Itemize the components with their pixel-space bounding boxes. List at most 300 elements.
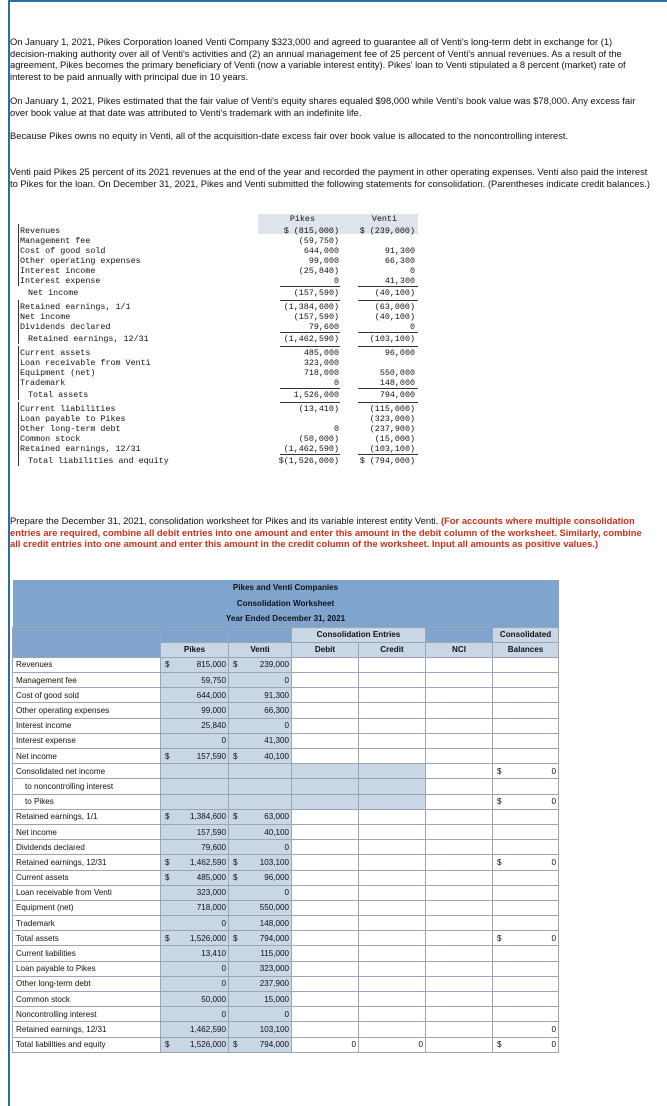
statement-rule <box>358 332 418 333</box>
pikes-amount: 1,462,590 <box>175 855 229 870</box>
consolidated-dollar-sign <box>493 885 509 900</box>
statement-pikes-value: (157,590) <box>293 312 339 322</box>
pikes-dollar-sign <box>161 733 175 748</box>
consolidated-balance-input[interactable] <box>509 916 559 931</box>
statement-venti-value: $ (239,000) <box>359 226 415 236</box>
statement-rule <box>358 286 418 287</box>
statement-rule <box>358 388 418 389</box>
venti-amount: 323,000 <box>243 961 292 976</box>
statement-label: Interest expense <box>20 276 101 286</box>
debit-input[interactable] <box>292 703 359 718</box>
pikes-dollar-sign: $ <box>161 855 175 870</box>
consolidated-balance-input[interactable] <box>509 840 559 855</box>
nci-input[interactable] <box>426 1007 493 1022</box>
header-consolidation-entries: Consolidation Entries <box>292 627 426 642</box>
nci-input[interactable] <box>426 703 493 718</box>
consolidated-balance-input[interactable] <box>509 946 559 961</box>
row-label: Equipment (net) <box>13 900 161 915</box>
statement-pikes-value: $(1,526,000) <box>278 456 339 466</box>
statement-row <box>18 368 419 378</box>
consolidated-balance-input[interactable]: 0 <box>509 794 559 809</box>
pikes-dollar-sign <box>161 900 175 915</box>
consolidated-balance-input[interactable]: 0 <box>509 1037 559 1052</box>
worksheet-title-period: Year Ended December 31, 2021 <box>13 611 559 627</box>
nci-input[interactable] <box>426 961 493 976</box>
credit-input[interactable] <box>359 976 426 991</box>
pikes-dollar-sign <box>161 961 175 976</box>
pikes-dollar-sign <box>161 976 175 991</box>
statement-label: Retained earnings, 12/31 <box>20 444 141 454</box>
venti-amount: 41,300 <box>243 733 292 748</box>
statement-venti-value: 794,000 <box>379 390 415 400</box>
venti-amount: 550,000 <box>243 900 292 915</box>
pikes-dollar-sign: $ <box>161 657 175 672</box>
statement-row <box>18 358 419 368</box>
consolidated-dollar-sign <box>493 688 509 703</box>
statement-row <box>18 348 419 358</box>
venti-amount: 794,000 <box>243 931 292 946</box>
worksheet-row <box>13 870 559 885</box>
worksheet-row <box>13 1007 559 1022</box>
nci-input[interactable] <box>426 855 493 870</box>
debit-input[interactable] <box>292 688 359 703</box>
consolidated-balance-input[interactable] <box>509 992 559 1007</box>
statement-pikes-value: 0 <box>333 378 339 388</box>
credit-input[interactable]: 0 <box>359 1037 426 1052</box>
nci-input[interactable] <box>426 931 493 946</box>
nci-input[interactable] <box>426 718 493 733</box>
consolidated-dollar-sign <box>493 992 509 1007</box>
nci-input[interactable] <box>426 673 493 688</box>
venti-amount <box>243 779 292 794</box>
credit-input[interactable] <box>359 931 426 946</box>
consolidated-balance-input[interactable]: 0 <box>509 931 559 946</box>
row-label: Noncontrolling interest <box>13 1007 161 1022</box>
nci-input[interactable] <box>426 779 493 794</box>
credit-input[interactable] <box>359 900 426 915</box>
nci-input[interactable] <box>426 885 493 900</box>
consolidated-dollar-sign <box>493 976 509 991</box>
statements-col-venti: Venti <box>371 214 397 224</box>
statement-row <box>18 404 419 414</box>
consolidated-dollar-sign <box>493 733 509 748</box>
statement-pikes-value: (25,840) <box>298 266 339 276</box>
nci-input[interactable] <box>426 688 493 703</box>
venti-amount: 148,000 <box>243 916 292 931</box>
venti-dollar-sign <box>229 992 243 1007</box>
venti-amount: 103,100 <box>243 1022 292 1037</box>
nci-input[interactable] <box>426 657 493 672</box>
statement-row <box>18 334 419 344</box>
statement-row <box>18 390 419 400</box>
statement-venti-value: 91,300 <box>384 246 415 256</box>
consolidated-balance-input[interactable] <box>509 733 559 748</box>
debit-input[interactable] <box>292 870 359 885</box>
venti-amount: 40,100 <box>243 824 292 839</box>
statement-venti-value: $ (794,000) <box>359 456 415 466</box>
consolidated-balance-input[interactable] <box>509 809 559 824</box>
statement-venti-value: (40,100) <box>374 288 415 298</box>
credit-input[interactable] <box>359 885 426 900</box>
venti-dollar-sign <box>229 916 243 931</box>
pikes-dollar-sign <box>161 992 175 1007</box>
worksheet-row <box>13 809 559 824</box>
venti-dollar-sign: $ <box>229 809 243 824</box>
statement-pikes-value: (1,384,600) <box>283 302 339 312</box>
row-label: to Pikes <box>13 794 161 809</box>
intro-paragraph-3: Because Pikes owns no equity in Venti, all of the acquisition-date excess fair over book value is allocated to the noncontrolling interest. <box>10 130 569 141</box>
venti-amount: 63,000 <box>243 809 292 824</box>
row-label: Interest expense <box>13 733 161 748</box>
instruction-bold: (For accounts where multiple consolidation entries are required, combine all debit entries into one amount and enter this amount in the debit column of the worksheet. Similarly, combine all credit entries into one amount and enter this amount in the credit column of the worksheet. Input all amounts as positive values.) <box>10 515 642 550</box>
debit-input[interactable] <box>292 931 359 946</box>
nci-input[interactable] <box>426 916 493 931</box>
pikes-amount: 157,590 <box>175 824 229 839</box>
debit-input[interactable] <box>292 809 359 824</box>
debit-input[interactable]: 0 <box>292 1037 359 1052</box>
nci-input[interactable] <box>426 794 493 809</box>
intro-paragraph-2: On January 1, 2021, Pikes estimated that the fair value of Venti's equity shares equaled $98,000 while Venti's book value was $78,000. Any excess fair over book value at that date was attributed to Venti's trademark with an indefinite life. <box>10 95 636 118</box>
debit-input[interactable] <box>292 749 359 764</box>
statement-label: Equipment (net) <box>20 368 96 378</box>
consolidated-balance-input[interactable] <box>509 1007 559 1022</box>
statement-rule <box>280 454 340 455</box>
venti-amount: 66,300 <box>243 703 292 718</box>
debit-input[interactable] <box>292 992 359 1007</box>
statement-label: Total assets <box>28 390 89 400</box>
statement-pikes-value: (50,000) <box>298 434 339 444</box>
venti-dollar-sign <box>229 688 243 703</box>
consolidated-balance-input[interactable] <box>509 824 559 839</box>
nci-input[interactable] <box>426 840 493 855</box>
consolidated-balance-input[interactable]: 0 <box>509 855 559 870</box>
statement-label: Loan payable to Pikes <box>20 414 126 424</box>
debit-input[interactable] <box>292 885 359 900</box>
instruction-text <box>10 515 650 550</box>
statement-pikes-value: 485,000 <box>303 348 339 358</box>
pikes-amount: 1,526,000 <box>175 931 229 946</box>
consolidated-dollar-sign <box>493 809 509 824</box>
consolidated-balance-input[interactable]: 0 <box>509 1022 559 1037</box>
pikes-amount: 13,410 <box>175 946 229 961</box>
statement-venti-value: 550,000 <box>379 368 415 378</box>
debit-input[interactable] <box>292 733 359 748</box>
venti-dollar-sign <box>229 976 243 991</box>
venti-dollar-sign <box>229 779 243 794</box>
credit-input[interactable] <box>359 673 426 688</box>
worksheet-row <box>13 885 559 900</box>
debit-input[interactable] <box>292 840 359 855</box>
debit-input[interactable] <box>292 855 359 870</box>
pikes-dollar-sign <box>161 673 175 688</box>
statements-col-pikes: Pikes <box>289 214 315 224</box>
venti-amount: 0 <box>243 840 292 855</box>
worksheet-row <box>13 961 559 976</box>
debit-input[interactable] <box>292 824 359 839</box>
debit-input[interactable] <box>292 976 359 991</box>
statement-venti-value: 41,300 <box>384 276 415 286</box>
statement-pikes-value: 718,000 <box>303 368 339 378</box>
venti-amount: 237,900 <box>243 976 292 991</box>
pikes-amount: 815,000 <box>175 657 229 672</box>
statement-pikes-value: (1,462,590) <box>283 444 339 454</box>
worksheet-row <box>13 916 559 931</box>
consolidated-balance-input[interactable] <box>509 703 559 718</box>
venti-dollar-sign <box>229 900 243 915</box>
nci-input[interactable] <box>426 733 493 748</box>
worksheet-row <box>13 673 559 688</box>
statement-label: Retained earnings, 1/1 <box>20 302 131 312</box>
credit-input[interactable] <box>359 946 426 961</box>
statement-label: Interest income <box>20 266 96 276</box>
venti-dollar-sign <box>229 840 243 855</box>
row-label: Net income <box>13 824 161 839</box>
worksheet-row <box>13 779 559 794</box>
credit-input[interactable] <box>359 961 426 976</box>
consolidated-balance-input[interactable] <box>509 870 559 885</box>
row-label: Net income <box>13 749 161 764</box>
consolidated-balance-input[interactable] <box>509 718 559 733</box>
statement-row <box>18 322 419 332</box>
statement-rule <box>280 346 340 347</box>
statement-label: Total liabilities and equity <box>28 456 169 466</box>
debit-input[interactable] <box>292 1022 359 1037</box>
statement-bracket <box>18 300 19 344</box>
nci-input[interactable] <box>426 764 493 779</box>
statement-row <box>18 256 419 266</box>
credit-input[interactable] <box>359 1022 426 1037</box>
consolidated-dollar-sign <box>493 718 509 733</box>
debit-input[interactable] <box>292 961 359 976</box>
pikes-amount: 323,000 <box>175 885 229 900</box>
statement-venti-value: (15,000) <box>374 434 415 444</box>
credit-input[interactable] <box>359 688 426 703</box>
pikes-dollar-sign <box>161 688 175 703</box>
consolidated-balance-input[interactable] <box>509 673 559 688</box>
nci-input[interactable] <box>426 900 493 915</box>
statement-row <box>18 266 419 276</box>
pikes-amount: 644,000 <box>175 688 229 703</box>
statement-pikes-value: 644,000 <box>303 246 339 256</box>
consolidated-dollar-sign <box>493 961 509 976</box>
venti-amount: 0 <box>243 718 292 733</box>
row-label: Retained earnings, 12/31 <box>13 855 161 870</box>
worksheet-row <box>13 688 559 703</box>
pikes-dollar-sign <box>161 1007 175 1022</box>
statement-pikes-value: 99,000 <box>308 256 339 266</box>
credit-input[interactable] <box>359 992 426 1007</box>
venti-dollar-sign <box>229 824 243 839</box>
row-label: Dividends declared <box>13 840 161 855</box>
consolidated-dollar-sign <box>493 657 509 672</box>
debit-input[interactable] <box>292 657 359 672</box>
statement-pikes-value: (157,590) <box>293 288 339 298</box>
consolidated-balance-input[interactable] <box>509 749 559 764</box>
statement-label: Current assets <box>20 348 91 358</box>
venti-dollar-sign <box>229 703 243 718</box>
venti-amount: 239,000 <box>243 657 292 672</box>
statement-label: Current liabilities <box>20 404 116 414</box>
worksheet-row <box>13 840 559 855</box>
statement-venti-value: 0 <box>409 266 415 276</box>
debit-input[interactable] <box>292 946 359 961</box>
credit-input[interactable] <box>359 855 426 870</box>
debit-input[interactable] <box>292 900 359 915</box>
statement-venti-value: (323,000) <box>369 414 415 424</box>
statement-venti-value: (115,000) <box>369 404 415 414</box>
consolidated-dollar-sign <box>493 946 509 961</box>
venti-amount: 103,100 <box>243 855 292 870</box>
venti-dollar-sign: $ <box>229 931 243 946</box>
statement-venti-value: (63,000) <box>374 302 415 312</box>
debit-input[interactable] <box>292 916 359 931</box>
credit-input <box>359 794 426 809</box>
venti-amount: 40,100 <box>243 749 292 764</box>
statement-rule <box>280 300 340 301</box>
statement-pikes-value: 323,000 <box>303 358 339 368</box>
pikes-dollar-sign <box>161 916 175 931</box>
credit-input[interactable] <box>359 840 426 855</box>
debit-input[interactable] <box>292 1007 359 1022</box>
venti-dollar-sign: $ <box>229 870 243 885</box>
nci-input[interactable] <box>426 749 493 764</box>
statement-label: Dividends declared <box>20 322 111 332</box>
statement-label: Revenues <box>20 226 61 236</box>
consolidated-balance-input[interactable] <box>509 657 559 672</box>
worksheet-row <box>13 824 559 839</box>
pikes-amount: 0 <box>175 1007 229 1022</box>
consolidated-dollar-sign <box>493 870 509 885</box>
worksheet-row <box>13 794 559 809</box>
nci-input[interactable] <box>426 1037 493 1052</box>
consolidated-dollar-sign <box>493 673 509 688</box>
statement-row <box>18 434 419 444</box>
row-label: Total assets <box>13 931 161 946</box>
statement-label: Common stock <box>20 434 81 444</box>
header-pikes: Pikes <box>161 642 229 657</box>
statement-row <box>18 302 419 312</box>
debit-input[interactable] <box>292 673 359 688</box>
header-consolidated: Consolidated <box>493 627 559 642</box>
nci-input[interactable] <box>426 870 493 885</box>
venti-dollar-sign <box>229 794 243 809</box>
venti-amount <box>243 764 292 779</box>
pikes-amount: 50,000 <box>175 992 229 1007</box>
statement-venti-value: (237,900) <box>369 424 415 434</box>
consolidated-balance-input[interactable]: 0 <box>509 764 559 779</box>
debit-input <box>292 794 359 809</box>
row-label: Management fee <box>13 673 161 688</box>
header-credit: Credit <box>359 642 426 657</box>
pikes-amount: 718,000 <box>175 900 229 915</box>
nci-input[interactable] <box>426 1022 493 1037</box>
statement-rule <box>280 286 340 287</box>
row-label: Loan payable to Pikes <box>13 961 161 976</box>
pikes-dollar-sign <box>161 703 175 718</box>
credit-input[interactable] <box>359 870 426 885</box>
credit-input[interactable] <box>359 733 426 748</box>
statement-venti-value: (40,100) <box>374 312 415 322</box>
statement-row <box>18 312 419 322</box>
consolidated-balance-input[interactable] <box>509 976 559 991</box>
statement-pikes-value: $ (815,000) <box>283 226 339 236</box>
credit-input[interactable] <box>359 703 426 718</box>
consolidated-dollar-sign: $ <box>493 794 509 809</box>
debit-input[interactable] <box>292 718 359 733</box>
pikes-amount: 59,750 <box>175 673 229 688</box>
statement-pikes-value: (59,750) <box>298 236 339 246</box>
statement-pikes-value: 79,600 <box>308 322 339 332</box>
credit-input[interactable] <box>359 824 426 839</box>
row-label: Current liabilities <box>13 946 161 961</box>
nci-input[interactable] <box>426 946 493 961</box>
venti-amount: 96,000 <box>243 870 292 885</box>
nci-input[interactable] <box>426 809 493 824</box>
worksheet-row <box>13 657 559 672</box>
statement-venti-value: 0 <box>409 322 415 332</box>
statement-label: Other long-term debt <box>20 424 121 434</box>
pikes-dollar-sign <box>161 840 175 855</box>
row-label: Current assets <box>13 870 161 885</box>
debit-input <box>292 779 359 794</box>
pikes-dollar-sign <box>161 1022 175 1037</box>
worksheet-row <box>13 733 559 748</box>
credit-input[interactable] <box>359 1007 426 1022</box>
consolidated-dollar-sign <box>493 1022 509 1037</box>
statement-row <box>18 288 419 298</box>
venti-dollar-sign <box>229 946 243 961</box>
venti-dollar-sign <box>229 1022 243 1037</box>
nci-input[interactable] <box>426 976 493 991</box>
nci-input[interactable] <box>426 824 493 839</box>
pikes-dollar-sign <box>161 885 175 900</box>
pikes-amount: 0 <box>175 976 229 991</box>
consolidated-balance-input[interactable] <box>509 961 559 976</box>
pikes-amount: 0 <box>175 961 229 976</box>
venti-amount: 0 <box>243 673 292 688</box>
statement-pikes-value: 1,526,000 <box>293 390 339 400</box>
consolidated-dollar-sign <box>493 900 509 915</box>
statement-label: Trademark <box>20 378 66 388</box>
worksheet-title-name: Consolidation Worksheet <box>13 596 559 612</box>
worksheet-row <box>13 1037 559 1052</box>
statement-rule <box>358 300 418 301</box>
pikes-dollar-sign: $ <box>161 931 175 946</box>
pikes-amount: 485,000 <box>175 870 229 885</box>
pikes-amount: 1,462,590 <box>175 1022 229 1037</box>
consolidated-balance-input[interactable] <box>509 688 559 703</box>
credit-input[interactable] <box>359 718 426 733</box>
pikes-dollar-sign: $ <box>161 1037 175 1052</box>
consolidated-balance-input[interactable] <box>509 885 559 900</box>
credit-input[interactable] <box>359 916 426 931</box>
statement-label: Loan receivable from Venti <box>20 358 151 368</box>
statement-label: Management fee <box>20 236 91 246</box>
nci-input[interactable] <box>426 992 493 1007</box>
row-label: Retained earnings, 1/1 <box>13 809 161 824</box>
credit-input[interactable] <box>359 657 426 672</box>
statement-row <box>18 424 419 434</box>
consolidated-balance-input[interactable] <box>509 900 559 915</box>
venti-dollar-sign: $ <box>229 855 243 870</box>
row-label: Common stock <box>13 992 161 1007</box>
credit-input[interactable] <box>359 809 426 824</box>
statement-rule <box>358 346 418 347</box>
consolidated-balance-input[interactable] <box>509 779 559 794</box>
credit-input[interactable] <box>359 749 426 764</box>
venti-dollar-sign <box>229 718 243 733</box>
instruction-plain: Prepare the December 31, 2021, consolidation worksheet for Pikes and its variable interest entity Venti. <box>10 515 439 526</box>
